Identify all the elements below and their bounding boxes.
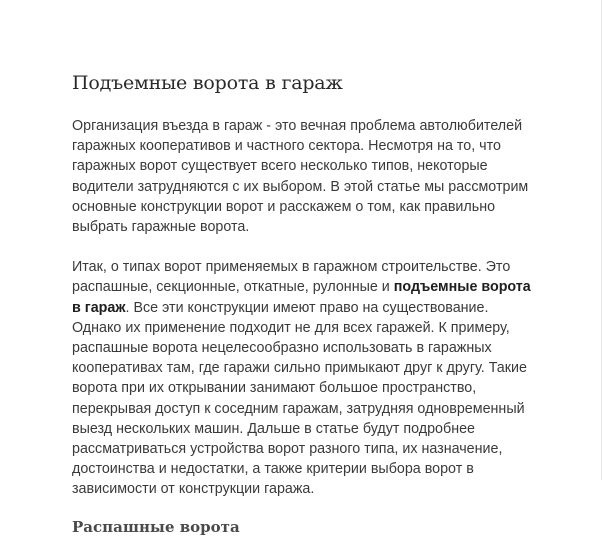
article: [72, 70, 532, 538]
article-title: Подъемные ворота в гараж: [72, 72, 343, 94]
intro-paragraph: Организация въезда в гараж - это вечная проблема автолюбителей гаражных кооперативов и частного сектора. Несмотря на то, что гаражных ворот существует всего несколько типов, некоторые водители затрудняются с их выбором. В этой статье мы рассмотрим основные конструкции ворот и расскажем о том, как правильно выбрать гаражные ворота.: [72, 118, 529, 236]
types-paragraph-start: Итак, о типах ворот применяемых в гаражном строительстве. Это распашные, секционные, откатные, рулонные и: [72, 259, 511, 296]
types-paragraph-end: . Все эти конструкции имеют право на существование. Однако их применение подходит не для всех гаражей. К примеру, распашные ворота нецелесообразно использовать в гаражных кооперативах там, где гаражи сильно примыкают друг к другу. Такие ворота при их открывании занимают большое пространство, перекрывая доступ к соседним гаражам, затрудняя одновременный выезд нескольких машин. Дальше в статье будут подробнее рассматриваться устройства ворот разного типа, их назначение, достоинства и недостатки, а также критерии выбора ворот в зависимости от конструкции гаража.: [72, 299, 527, 498]
keyword-bold: подъемные ворота в гараж: [72, 279, 531, 316]
section-heading-swing-gates: Распашные ворота: [72, 517, 240, 536]
types-paragraph: [72, 257, 532, 499]
page-edge-divider: [601, 0, 602, 480]
